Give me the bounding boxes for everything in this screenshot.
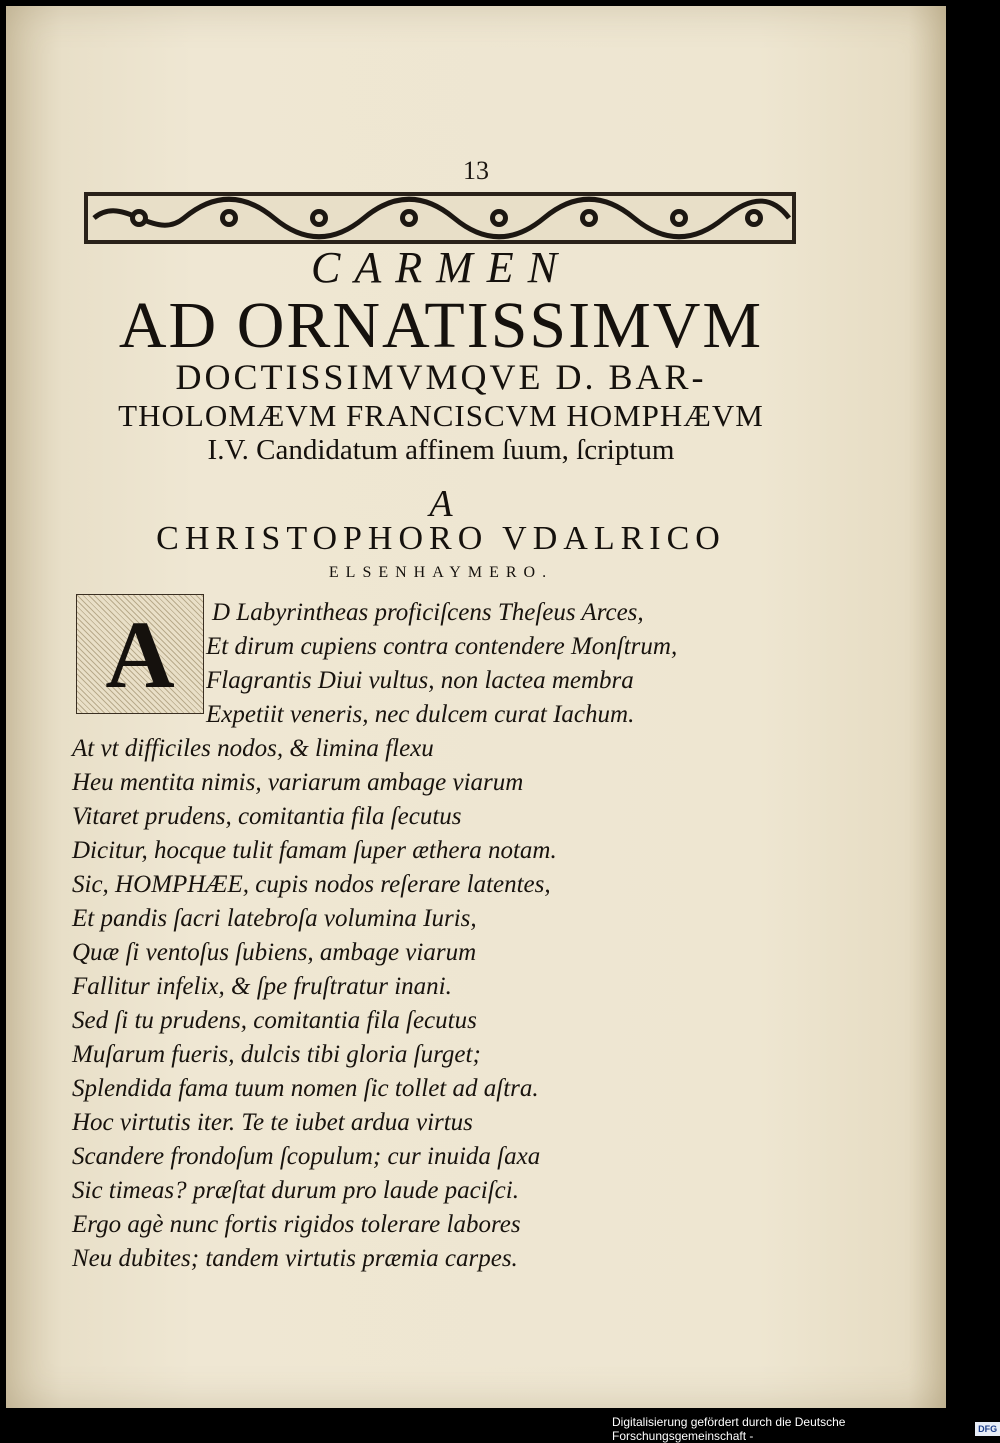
verse-line: Quæ ſi ventoſus ſubiens, ambage viarum [72, 939, 477, 966]
verse-line: Muſarum fueris, dulcis tibi gloria ſurget; [72, 1041, 481, 1068]
verse-line: Vitaret prudens, comitantia fila ſecutus [72, 803, 462, 830]
verse-line: Hoc virtutis iter. Te te iubet ardua virtus [72, 1109, 473, 1136]
verse-line: Et pandis ſacri latebroſa volumina Iuris, [72, 905, 477, 932]
verse-line: Sic timeas? præſtat durum pro laude paciſci. [72, 1177, 519, 1204]
verse-line: Expetiit veneris, nec dulcem curat Iachum. [206, 701, 635, 728]
verse-line: Neu dubites; tandem virtutis præmia carpes. [72, 1245, 518, 1272]
verse-line: At vt difficiles nodos, & limina flexu [72, 735, 434, 762]
heading-line-4: THOLOMÆVM FRANCISCVM HOMPHÆVM [118, 398, 764, 433]
heading-carmen: CARMEN [311, 243, 571, 292]
page-number: 13 [463, 156, 489, 185]
heading-ad-ornatissimum: AD ORNATISSIMVM [118, 289, 764, 362]
digitization-credit [612, 1415, 1000, 1443]
verse-line: Sic, HOMPHÆE, cupis nodos reſerare latentes, [72, 871, 551, 898]
credit-text: Digitalisierung gefördert durch die Deutsche Forschungsgemeinschaft - [612, 1415, 846, 1443]
author-name: CHRISTOPHORO VDALRICO [156, 520, 726, 557]
heading-a: A [429, 483, 453, 525]
verse-line: Ergo agè nunc fortis rigidos tolerare labores [72, 1211, 521, 1238]
verse-line: Et dirum cupiens contra contendere Monſtrum, [206, 633, 678, 660]
heading-line-3: DOCTISSIMVMQVE D. BAR- [175, 357, 707, 397]
book-page [6, 6, 946, 1408]
dfg-logo[interactable]: DFG [975, 1422, 1000, 1436]
verse-line: Heu mentita nimis, variarum ambage viarum [72, 769, 524, 796]
verse-line: Dicitur, hocque tulit famam ſuper æthera notam. [72, 837, 557, 864]
verse-line: D Labyrintheas proficiſcens Theſeus Arces, [212, 599, 644, 626]
decorated-initial [76, 594, 204, 714]
verse-line: Scandere frondoſum ſcopulum; cur inuida ſaxa [72, 1143, 541, 1170]
verse-line: Fallitur infelix, & ſpe fruſtratur inani. [72, 973, 452, 1000]
decorated-initial-letter: A [105, 600, 175, 708]
verse-line: Splendida fama tuum nomen ſic tollet ad aſtra. [72, 1075, 539, 1102]
author-surname: ELSENHAYMERO. [328, 564, 554, 581]
verse-line: Flagrantis Diui vultus, non lactea membra [206, 667, 634, 694]
headpiece-ornament [84, 188, 796, 248]
heading-line-5: I.V. Candidatum affinem ſuum, ſcriptum [207, 434, 675, 466]
verse-line: Sed ſi tu prudens, comitantia fila ſecutus [72, 1007, 477, 1034]
